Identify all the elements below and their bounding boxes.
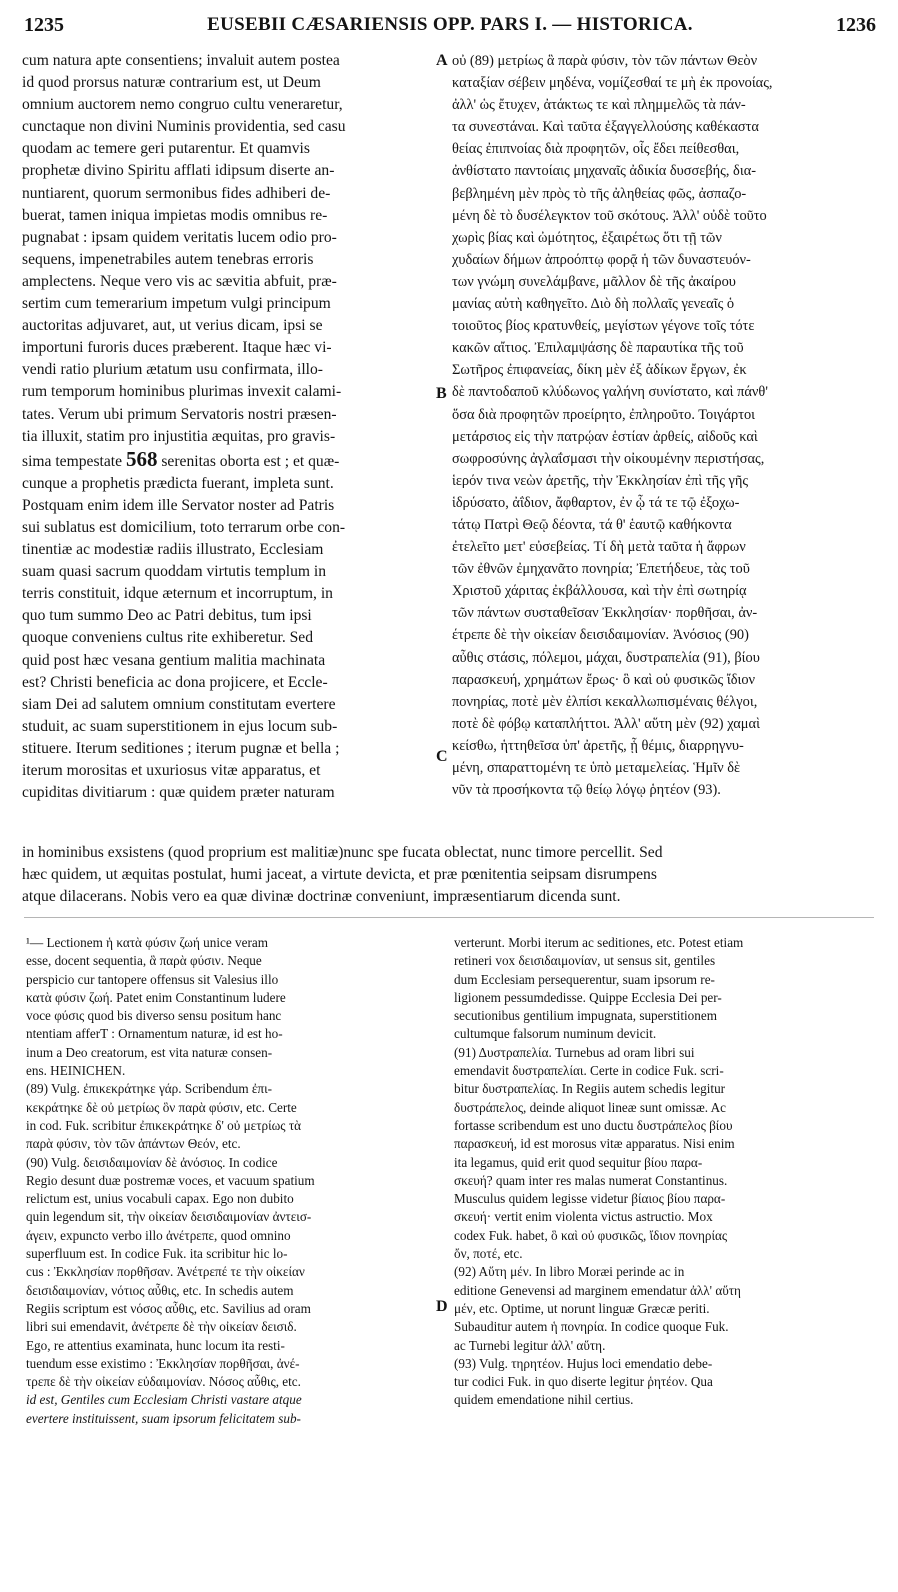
- latin-line: omnium auctorem nemo congruo cultu veneraretur,: [22, 96, 343, 114]
- margin-letter-d: D: [436, 1298, 448, 1315]
- latin-line: auctoritas adjuvaret, aut, ut verius dicam, ipsi se: [22, 317, 323, 335]
- latin-line: terris constituit, idque æternum et incorruptum, in: [22, 585, 333, 603]
- latin-line: nuntiarent, quorum sermonibus fides adhiberi de-: [22, 184, 331, 202]
- note-line: κεκράτηκε δὲ οὐ μετρίως ὃν παρὰ φύσιν, etc. Certe: [26, 1099, 297, 1115]
- latin-line-part: sima tempestate: [22, 452, 123, 470]
- note-line: (90) Vulg. δεισιδαιμονίαν δὲ ἀνόσιος. In codice: [26, 1154, 278, 1170]
- latin-line: suam quasi sacrum quoddam virtutis templum in: [22, 563, 327, 581]
- running-title: EUSEBII CÆSARIENSIS OPP. PARS I. — HISTORICA.: [207, 14, 693, 35]
- note-line: (91) Δυστραπελία. Turnebus ad oram libri sui: [454, 1044, 695, 1060]
- note-line: in cod. Fuk. scribitur ἐπικεκράτηκε δ' οὐ μετρίως τὰ: [26, 1117, 302, 1133]
- margin-letter-c: C: [436, 748, 448, 765]
- note-line: ens. HEINICHEN.: [26, 1063, 126, 1079]
- note-line: id est, Gentiles cum Ecclesiam Christi vastare atque: [26, 1392, 302, 1408]
- latin-line-with-section: [22, 448, 430, 473]
- latin-line: quid post hæc vesana gentium malitia machinata: [22, 651, 326, 669]
- greek-line: χυδαίων δήμων ἀπροόπτῳ φορᾷ ἡ τῶν δυναστευόν-: [452, 251, 751, 268]
- note-line: bitur δυστραπελίας. In Regiis autem schedis legitur: [454, 1081, 726, 1097]
- note-line: σκευή? quam inter res malas numerat Constantinus.: [454, 1172, 728, 1188]
- note-line: evertere instituissent, suam ipsorum felicitatem sub-: [26, 1410, 301, 1426]
- greek-line: έτρεπε δὲ τὴν οἰκείαν δεισιδαιμονίαν. Ἀνόσιος (90): [452, 627, 749, 644]
- note-line: tuendum esse existimo : Ἐκκλησίαν πορθῆσαι, ἀνέ-: [26, 1355, 300, 1371]
- latin-line: rum temporum hominibus plurimas invexit calami-: [22, 383, 342, 401]
- full-width-line: hæc quidem, ut æquitas postulat, humi jaceat, a virtute devicta, et præ pœnitentia seipsam disrumpens: [22, 866, 657, 884]
- greek-line: ἱδρύσατο, ἀΐδιον, ἄφθαρτον, ἐν ᾧ τά τε τῷ ἐξοχω-: [452, 494, 740, 511]
- note-line: retineri vox δεισιδαιμονίαν, ut sensus sit, gentiles: [454, 953, 716, 969]
- greek-line: δὲ παντοδαποῦ κλύδωνος γαλήνη συνίστατο, καὶ πάνθ': [452, 384, 768, 401]
- note-line: ὄν, ποτέ, etc.: [454, 1246, 523, 1262]
- margin-letter-a: A: [436, 52, 448, 69]
- note-line: (89) Vulg. ἐπικεκράτηκε γάρ. Scribendum ἐπι-: [26, 1081, 273, 1097]
- greek-line: βεβλημένη μὲν πρὸς τὸ τῆς ἀληθείας φῶς, ἀσπαζο-: [452, 185, 747, 202]
- note-line: ita legamus, quid erit quod sequitur βίου παρα-: [454, 1154, 703, 1170]
- notes-divider: [24, 917, 874, 918]
- latin-line: stituere. Iterum seditiones ; iterum pugnæ et bella ;: [22, 739, 340, 757]
- greek-line: αὖθις στάσις, πόλεμοι, μάχαι, δυστραπελία (91), βίου: [452, 649, 760, 666]
- latin-column: [22, 50, 430, 804]
- latin-line: iterum morositas et uxuriosus vitæ apparatus, et: [22, 762, 321, 779]
- note-line: ¹— Lectionem ἡ κατὰ φύσιν ζωή unice veram: [26, 935, 268, 950]
- note-line: άγειν, expuncto verbo illo ἀνέτρεπε, quod omnino: [26, 1227, 291, 1243]
- latin-line: est? Christi beneficia ac dona projicere, et Eccle-: [22, 673, 328, 691]
- greek-line: σωφροσύνης ἀγλαΐσμασι τὴν οἰκουμένην περιστήσας,: [452, 450, 765, 467]
- greek-line: τοιοῦτος βίος κρατυνθείς, μεγίστων γέγονε τοῖς τότε: [452, 318, 755, 335]
- full-width-line: in hominibus exsistens (quod proprium est malitiæ)nunc spe fucata oblectat, nunc timore percellit. Sed: [22, 844, 663, 861]
- note-line: dum Ecclesiam persequerentur, suam ipsorum re-: [454, 971, 715, 987]
- full-width-latin: [22, 842, 876, 908]
- note-line: κατὰ φύσιν ζωή. Patet enim Constantinum ludere: [26, 989, 286, 1005]
- latin-line: sui sublatus est domicilium, toto terrarum orbe con-: [22, 518, 346, 536]
- note-line: Regiis scriptum est νόσος αὖθις, etc. Savilius ad oram: [26, 1300, 311, 1316]
- running-header: [24, 14, 876, 40]
- latin-line: tia illuxit, statim pro injustitia æquitas, pro gravis-: [22, 427, 336, 445]
- greek-line: ἀνθίστατο παντοίαις μηχαναῖς ἀδικία δυσσεβής, δια-: [452, 163, 757, 180]
- greek-line: μανίας αὐτὴ καθηγεῖτο. Διὸ δὴ πολλαῖς γενεαῖς ὁ: [452, 296, 735, 313]
- latin-line: tates. Verum ubi primum Servatoris nostri præsen-: [22, 405, 337, 423]
- greek-line: μένη δὲ τὸ δυσέλεγκτον τοῦ σκότους. Ἀλλ' οὐδὲ τοῦτο: [452, 207, 767, 224]
- latin-line: id quod prorsus naturæ contrarium est, ut Deum: [22, 74, 321, 92]
- page-number-left: 1235: [24, 14, 64, 36]
- note-line: ntentiam afferT : Ornamentum naturæ, id est ho-: [26, 1026, 283, 1042]
- latin-line: sequens, impenetrabiles autem tenebras erroris: [22, 250, 314, 268]
- latin-line: quo tum summo Deo ac Patri debitus, tum ipsi: [22, 607, 312, 625]
- latin-line: cupiditas divitiarum : quæ quidem præter naturam: [22, 784, 335, 802]
- latin-line: pugnabat : ipsam quidem veritatis lucem odio pro-: [22, 228, 337, 246]
- latin-line: siam Dei ad salutem omnium constitutam evertere: [22, 695, 336, 713]
- greek-line: κείσθω, ἡττηθεῖσα ὑπ' ἀρετῆς, ᾗ θέμις, διαρρηγνυ-: [452, 737, 744, 754]
- greek-line: χωρὶς βίας καὶ ὠμότητος, ἐξαιρέτως ὅτι τῇ τῶν: [452, 229, 722, 246]
- note-line: ac Turnebi legitur ἀλλ' αὕτη.: [454, 1337, 606, 1353]
- greek-line: ἐτελεῖτο μετ' εὐσεβείας. Τί δὴ μετὰ ταῦτα ἡ ἄφρων: [452, 539, 746, 556]
- latin-line: vendi ratio plurium ætatum usu confirmata, illo-: [22, 361, 323, 379]
- note-line: cultumque falsorum numinum devicit.: [454, 1026, 657, 1042]
- greek-line: παρασκευή, χρημάτων ἔρως· ὃ καὶ οὐ φυσικῶς ἴδιον: [452, 671, 756, 688]
- footnotes-left: [26, 934, 442, 1428]
- greek-line: ἱερόν τινα νεὼν ἀρετῆς, τὴν Ἐκκλησίαν ἐπὶ τῆς γῆς: [452, 472, 749, 489]
- note-line: libri sui emendavit, ἀνέτρεπε δὲ τὴν οἰκείαν δεισιδ.: [26, 1319, 297, 1335]
- note-line: Musculus quidem legisse videtur βίαιος βίου παρα-: [454, 1191, 726, 1207]
- latin-line: amplectens. Neque vero vis ac sævitia abfuit, præ-: [22, 272, 337, 290]
- latin-line: cunctaque non divini Numinis providentia, sed casu: [22, 118, 346, 136]
- note-line: secutionibus gentilium impugnata, superstitionem: [454, 1008, 717, 1024]
- latin-line: cum natura apte consentiens; invaluit autem postea: [22, 52, 340, 69]
- full-width-line: atque dilacerans. Nobis vero ea quæ divinæ doctrinæ conveniunt, impræsentiarum dicenda sunt.: [22, 888, 621, 906]
- latin-line: buerat, tamen iniqua impietas modis omnibus re-: [22, 206, 328, 224]
- footnotes-right: [454, 934, 874, 1410]
- latin-line: sertim cum temerarium impetum vulgi principum: [22, 295, 331, 313]
- note-line: ligionem pessumdedisse. Quippe Ecclesia Dei per-: [454, 989, 722, 1005]
- note-line: δεισιδαιμονίαν, νότιος αὖθις, etc. In schedis autem: [26, 1282, 294, 1298]
- note-line: esse, docent sequentia, ἃ παρὰ φύσιν. Neque: [26, 953, 262, 969]
- note-line: verterunt. Morbi iterum ac seditiones, etc. Potest etiam: [454, 935, 744, 950]
- note-line: emendavit δυστραπελίαι. Certe in codice Fuk. scri-: [454, 1063, 724, 1079]
- note-line: (93) Vulg. τηρητέον. Hujus loci emendatio debe-: [454, 1355, 713, 1371]
- margin-letter-b: B: [436, 385, 447, 402]
- note-line: Regio desunt duæ postremæ voces, et vacuum spatium: [26, 1172, 315, 1188]
- greek-line: τάτῳ Πατρὶ Θεῷ δέοντα, τά θ' ἑαυτῷ καθήκοντα: [452, 516, 732, 533]
- greek-line: μετάρσιος εἰς τὴν πατρῴαν ἑστίαν ἀρθείς, αἰδοῦς καὶ: [452, 428, 758, 445]
- greek-line: θείας ἐπιπνοίας διὰ προφητῶν, οἷς ἔδει πείθεσθαι,: [452, 141, 740, 158]
- greek-line: ποτὲ δὲ φόβῳ καταπλήττοι. Ἀλλ' αὕτη μὲν (92) χαμαὶ: [452, 715, 760, 732]
- note-line: (92) Αὕτη μέν. In libro Moræi perinde ac in: [454, 1264, 685, 1280]
- greek-line: πονηρίας, ποτὲ μὲν ἐλπίσι κεκαλλωπισμέναις θέλγοι,: [452, 693, 758, 710]
- greek-line: τῶν πάντων συσταθεῖσαν Ἐκκλησίαν· πορθῆσαι, ἀν-: [452, 605, 758, 622]
- greek-line: των γνώμη συνελάμβανε, μᾶλλον δὲ τῆς ἀκαίρου: [452, 273, 736, 290]
- latin-line: importuni furoris duces præberent. Itaque hæc vi-: [22, 339, 332, 357]
- greek-line: οὐ (89) μετρίως ἃ παρὰ φύσιν, τὸν τῶν πάντων Θεὸν: [452, 53, 758, 69]
- note-line: δυστράπελος, deinde aliquot lineæ sunt omissæ. Ac: [454, 1099, 726, 1115]
- note-line: quin legendum sit, τὴν οἰκείαν δεισιδαιμονίαν ἀντεισ-: [26, 1209, 312, 1225]
- greek-line: τῶν ἐθνῶν ἐμηχανᾶτο πονηρία; Ἐπετήδευε, τὰς τοῦ: [452, 561, 750, 578]
- note-line: superfluum est. In codice Fuk. ita scribitur hic lo-: [26, 1246, 288, 1262]
- latin-line: quoque conveniens cultus rite exhiberetur. Sed: [22, 629, 314, 647]
- note-line: μέν, etc. Optime, ut norunt linguæ Græcæ periti.: [454, 1300, 710, 1316]
- latin-line-part: serenitas oborta est ; et quæ-: [161, 452, 340, 470]
- note-line: Ego, re attentius examinata, hunc locum ita resti-: [26, 1337, 285, 1353]
- greek-line: μένη, σπαραττομένη τε ὑπὸ μεταμελείας. Ἡμῖν δὲ: [452, 760, 741, 776]
- note-line: cus : Ἐκκλησίαν πορθῆσαν. Ἀνέτρεπέ τε τὴν οἰκείαν: [26, 1264, 305, 1280]
- note-line: tur codici Fuk. in quo diserte legitur ῥητέον. Qua: [454, 1374, 713, 1390]
- note-line: σκευή· vertit enim violenta victus astructio. Mox: [454, 1209, 713, 1225]
- note-line: fortasse scribendum est uno ductu δυστράπελος βίου: [454, 1117, 733, 1133]
- note-line: Subauditur autem ἡ πονηρία. In codice quoque Fuk.: [454, 1319, 729, 1335]
- note-line: codex Fuk. habet, ὃ καὶ οὐ φυσικῶς, ἴδιον πονηρίας: [454, 1227, 728, 1243]
- greek-column: [452, 50, 876, 801]
- greek-line: Χριστοῦ χάριτας ἐκβάλλουσα, καὶ τὴν ἐπὶ σωτηρίᾳ: [452, 583, 747, 600]
- note-line: quidem emendatione nihil certius.: [454, 1392, 634, 1408]
- latin-line: prophetæ divino Spiritu afflati idipsum diserte an-: [22, 162, 335, 180]
- note-line: παρασκευή, id est morosus vitæ apparatus. Nisi enim: [454, 1136, 735, 1152]
- section-number: 568: [125, 447, 158, 471]
- latin-line: cunque a prophetis prædicta fuerant, impleta sunt.: [22, 474, 334, 492]
- latin-line: Postquam enim idem ille Servator noster ad Patris: [22, 496, 335, 514]
- greek-line: κακῶν αἴτιος. Ἐπιλαμψάσης δὲ παραυτίκα τῆς τοῦ: [452, 340, 744, 357]
- note-line: inum a Deo creatorum, est vita naturæ consen-: [26, 1044, 273, 1060]
- latin-line: tinentiæ ac modestiæ radiis illustrato, Ecclesiam: [22, 541, 324, 559]
- note-line: relictum est, unius vocabuli capax. Ego non dubito: [26, 1191, 294, 1207]
- latin-line: quodam ac temere geri putarentur. Et quamvis: [22, 140, 310, 158]
- greek-line: νῦν τὰ προσήκοντα τῷ θείῳ λόγῳ ῥητέον (93).: [452, 782, 721, 799]
- greek-line: τα συνεστάναι. Καὶ ταῦτα ἐξαγγελλούσης καθέκαστα: [452, 119, 759, 136]
- greek-line: καταξίαν σέβειν μηδένα, νομίζεσθαί τε μὴ ἐκ προνοίας,: [452, 75, 773, 92]
- greek-line: ὅσα διὰ προφητῶν προείρητο, ἐπληροῦτο. Τοιγάρτοι: [452, 406, 756, 423]
- page-number-right: 1236: [836, 14, 876, 36]
- note-line: τρεπε δὲ τὴν οἰκείαν εὐδαιμονίαν. Νόσος αὖθις, etc.: [26, 1374, 301, 1390]
- greek-line: ἀλλ' ὡς ἔτυχεν, ἀτάκτως τε καὶ πλημμελῶς τὰ πάν-: [452, 97, 746, 114]
- greek-line: Σωτῆρος ἐπιφανείας, δίκη μὲν ἐξ ἀδίκων ἔργων, ἐκ: [452, 362, 747, 379]
- note-line: παρὰ φύσιν, τὸν τῶν ἁπάντων Θεόν, etc.: [26, 1136, 241, 1152]
- note-line: voce φύσις quod bis diverso sensu positum hanc: [26, 1008, 282, 1024]
- note-line: editione Genevensi ad marginem emendatur ἀλλ' αὕτη: [454, 1282, 741, 1298]
- latin-line: studuit, ac suam superstitionem in ejus locum sub-: [22, 717, 338, 735]
- note-line: perspicio cur tantopere offensus sit Valesius illo: [26, 971, 279, 987]
